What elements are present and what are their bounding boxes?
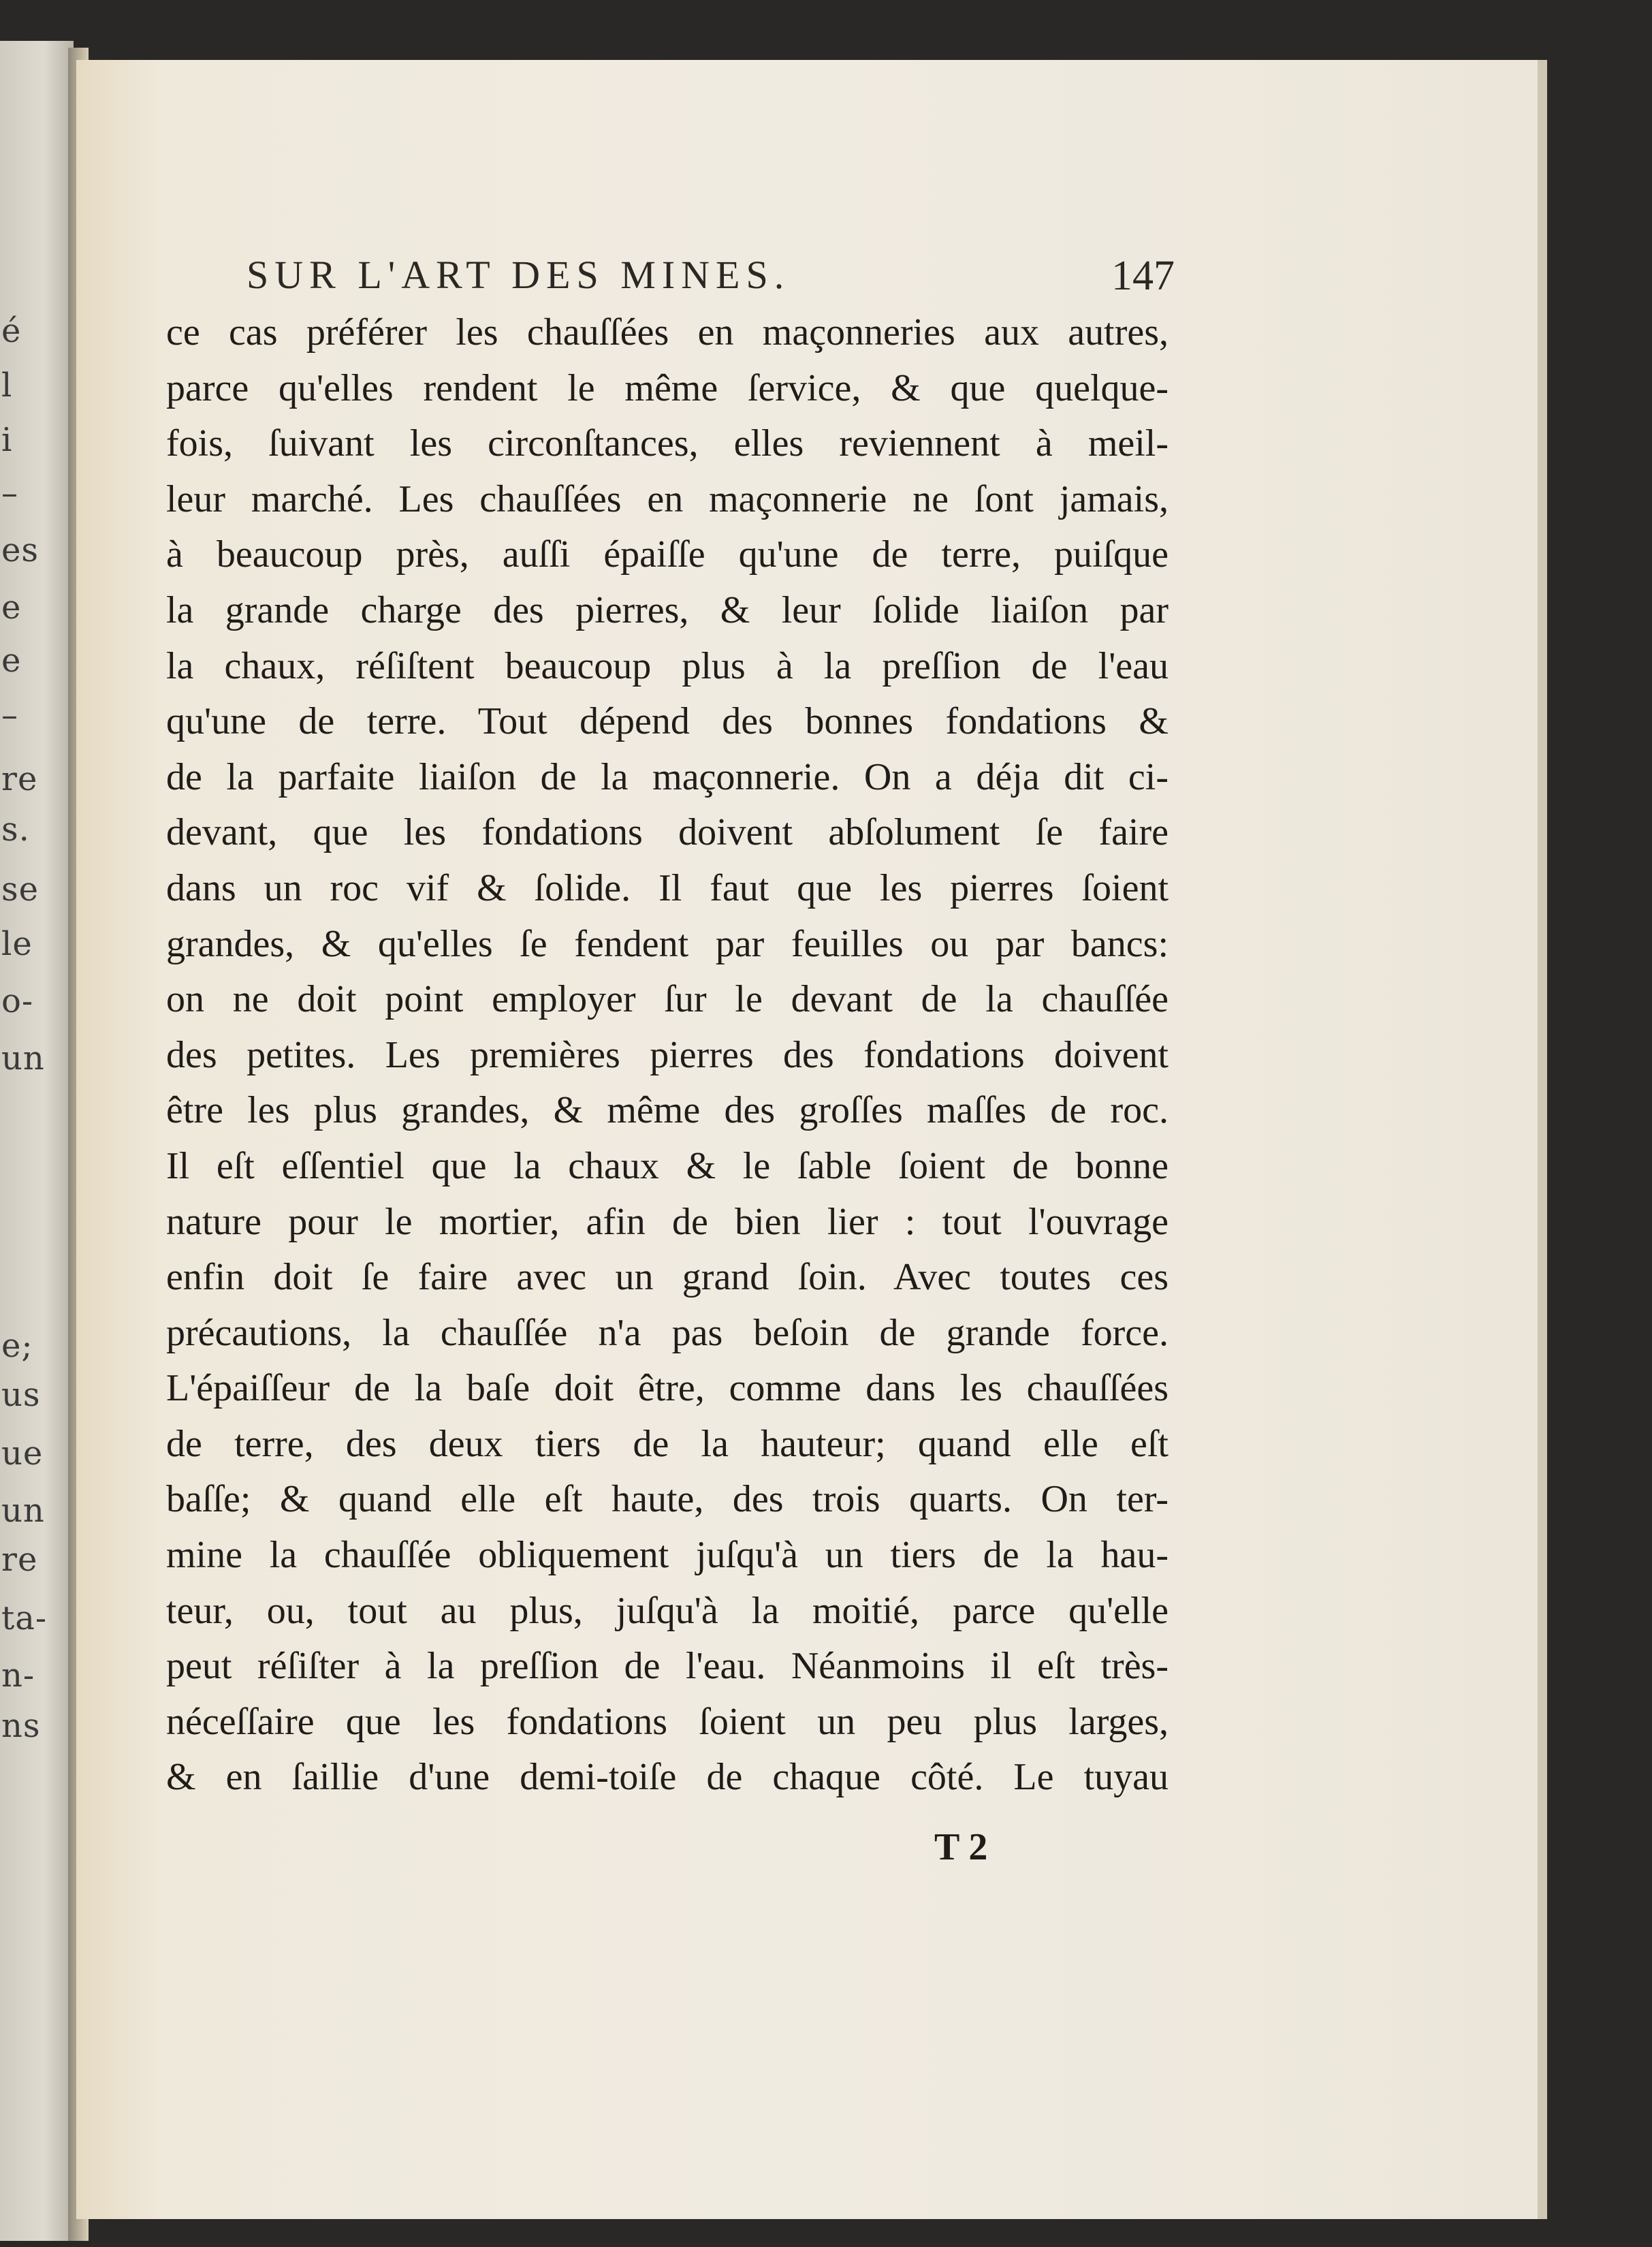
text-line: de la parfaite liaiſon de la maçonnerie. On a déja dit ci- <box>166 755 1169 798</box>
facing-page-fragment: e; <box>1 1327 33 1365</box>
facing-page-fragment: e <box>1 588 22 627</box>
text-line: baſſe; & quand elle eſt haute, des trois quarts. On ter- <box>166 1478 1169 1521</box>
facing-page-fragment: l <box>1 366 13 405</box>
facing-page-fragment: re <box>1 1541 38 1579</box>
facing-page-fragment: e <box>1 642 22 680</box>
text-line: des petites. Les premières pierres des fondations doivent <box>166 1033 1169 1076</box>
running-head: SUR L'ART DES MINES. <box>247 253 791 297</box>
text-line: néceſſaire que les fondations ſoient un peu plus larges, <box>166 1700 1169 1743</box>
text-line: & en ſaillie d'une demi-toiſe de chaque côté. Le tuyau <box>166 1756 1169 1799</box>
text-line: précautions, la chauſſée n'a pas beſoin de grande force. <box>166 1311 1169 1354</box>
text-line: nature pour le mortier, afin de bien lier : tout l'ouvrage <box>166 1200 1169 1243</box>
text-line: teur, ou, tout au plus, juſqu'à la moitié, parce qu'elle <box>166 1589 1169 1632</box>
text-line: être les plus grandes, & même des groſſes maſſes de roc. <box>166 1089 1169 1132</box>
facing-page-fragment: i <box>1 421 13 459</box>
facing-page-fragment: – <box>1 474 18 512</box>
facing-page-fragment: ns <box>1 1707 41 1745</box>
page-edge <box>1538 60 1547 2219</box>
facing-page-fragment: us <box>1 1376 41 1414</box>
facing-page-fragment: ta- <box>1 1599 48 1637</box>
text-line: on ne doit point employer ſur le devant de la chauſſée <box>166 978 1169 1021</box>
text-line: la chaux, réſiſtent beaucoup plus à la preſſion de l'eau <box>166 644 1169 687</box>
facing-page-fragment: es <box>1 531 39 569</box>
facing-page-fragment: le <box>1 925 33 963</box>
text-line: dans un roc vif & ſolide. Il faut que les pierres ſoient <box>166 866 1169 909</box>
facing-page-fragment: n- <box>1 1656 35 1695</box>
catchword: T 2 <box>934 1826 988 1868</box>
text-line: ce cas préférer les chauſſées en maçonneries aux autres, <box>166 311 1169 353</box>
facing-page-fragment: re <box>1 760 38 798</box>
text-line: peut réſiſter à la preſſion de l'eau. Néanmoins il eſt très- <box>166 1645 1169 1688</box>
facing-page-fragment: o- <box>1 982 34 1020</box>
text-line: la grande charge des pierres, & leur ſolide liaiſon par <box>166 588 1169 631</box>
text-line: fois, ſuivant les circonſtances, elles reviennent à meil- <box>166 422 1169 465</box>
text-line: Il eſt eſſentiel que la chaux & le ſable ſoient de bonne <box>166 1144 1169 1187</box>
facing-page-fragment: se <box>1 870 39 909</box>
facing-page-fragment: s. <box>1 811 30 849</box>
text-line: devant, que les fondations doivent abſolument ſe faire <box>166 811 1169 854</box>
text-line: enfin doit ſe faire avec un grand ſoin. Avec toutes ces <box>166 1256 1169 1299</box>
text-line: qu'une de terre. Tout dépend des bonnes fondations & <box>166 700 1169 743</box>
facing-page-fragment: un <box>1 1492 45 1530</box>
facing-page-fragment: un <box>1 1039 45 1078</box>
text-line: mine la chauſſée obliquement juſqu'à un tiers de la hau- <box>166 1534 1169 1577</box>
text-line: de terre, des deux tiers de la hauteur; quand elle eſt <box>166 1422 1169 1465</box>
text-line: à beaucoup près, auſſi épaiſſe qu'une de terre, puiſque <box>166 533 1169 576</box>
page-number: 147 <box>1111 253 1175 299</box>
facing-page-fragment: ue <box>1 1434 44 1473</box>
text-line: L'épaiſſeur de la baſe doit être, comme dans les chauſſées <box>166 1367 1169 1410</box>
facing-page-fragment: é <box>1 312 22 350</box>
text-line: parce qu'elles rendent le même ſervice, & que quelque- <box>166 366 1169 409</box>
facing-page-fragment: – <box>1 696 18 734</box>
body-text <box>166 305 1169 1806</box>
text-line: grandes, & qu'elles ſe fendent par feuilles ou par bancs: <box>166 922 1169 965</box>
text-line: leur marché. Les chauſſées en maçonnerie ne ſont jamais, <box>166 477 1169 520</box>
